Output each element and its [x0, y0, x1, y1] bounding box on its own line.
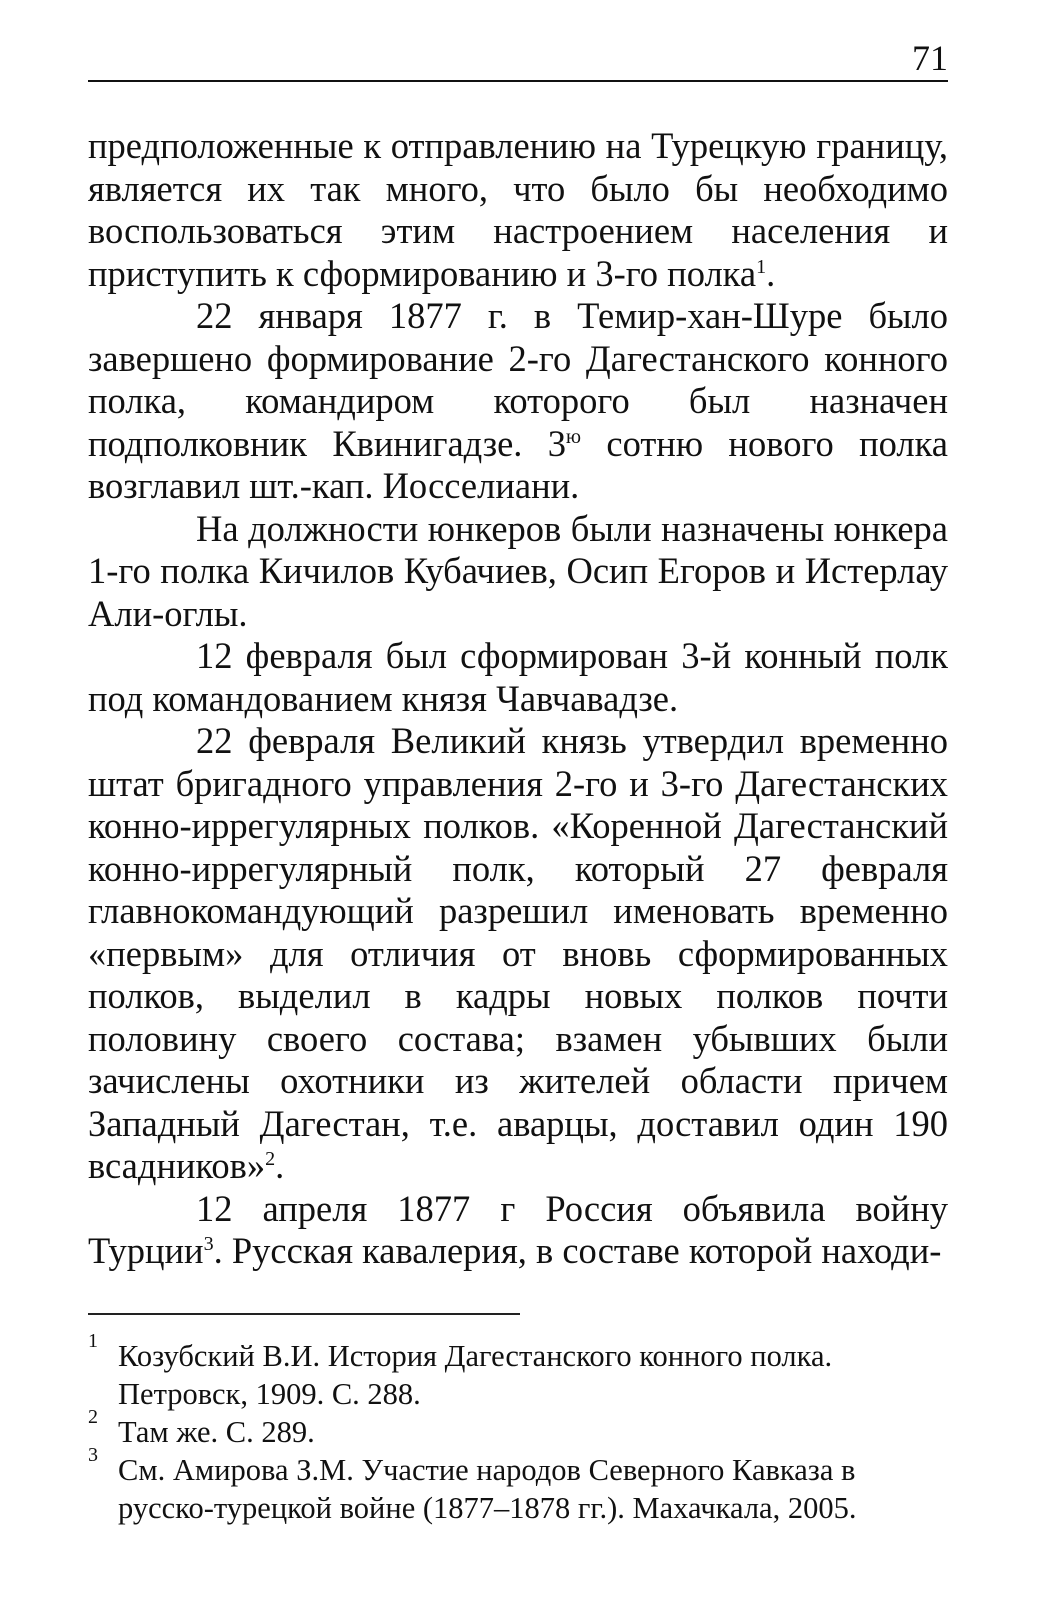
- footnote-text: Там же. С. 289.: [118, 1415, 315, 1449]
- paragraph-text: На должности юнкеров были назначены юнкера 1-го полка Кичилов Кубачиев, Осип Егоров и Истерлау Али-оглы.: [88, 507, 948, 634]
- footnote-mark: 3: [88, 1444, 98, 1466]
- paragraph: [88, 720, 948, 1188]
- paragraph-text: 12 апреля 1877 г Россия объявила войну Турции: [88, 1187, 948, 1271]
- footnote-mark: 2: [88, 1406, 98, 1428]
- footnote: [88, 1406, 948, 1451]
- paragraph-text: предположенные к отправлению на Турецкую границу, является их так много, что было бы необходимо воспользоваться этим настроением населения и приступить к сформированию и 3-го полка: [88, 125, 948, 294]
- paragraph-text: .: [766, 252, 776, 294]
- paragraph-text: .: [275, 1145, 285, 1186]
- footnote: [88, 1444, 948, 1527]
- page-number: 71: [912, 38, 948, 78]
- paragraph-text: 22 января 1877 г. в Темир-хан-Шуре было завершено формирование 2-го Дагестанского конного полка, командиром которого был назначен подполковник Квинигадзе. 3: [88, 295, 948, 464]
- footnote-mark: 1: [88, 1330, 98, 1352]
- paragraph: [88, 635, 948, 720]
- paragraph-text: сотню нового полка возглавил шт.-кап. Иосселиани.: [88, 422, 949, 506]
- paragraph-text: 22 февраля Великий князь утвердил временно штат бригадного управления 2-го и 3-го Дагестанских конно-иррегулярных полков. «Коренной Дагестанский конно-иррегулярный полк, который 27 февраля главнокомандующий разрешил именовать временно «первым» для отличия от вновь сформированных полков, выделил в кадры новых полков почти половину своего состава; взамен убывших были зачислены охотники из жителей области причем Западный Дагестан, т.е. аварцы, доставил один 190 всадников»: [88, 720, 948, 1186]
- paragraph: [88, 125, 948, 295]
- footnotes: [88, 1330, 948, 1527]
- paragraph: [88, 508, 948, 636]
- footnote-text: См. Амирова З.М. Участие народов Северного Кавказа в русско-турецкой войне (1877–1878 гг.). Махачкала, 2005.: [118, 1453, 857, 1525]
- paragraph-text: . Русская кавалерия, в составе которой находи-: [213, 1230, 942, 1271]
- paragraph-text: 12 февраля был сформирован 3-й конный полк под командованием князя Чавчавадзе.: [88, 635, 948, 719]
- footnote-reference: 3: [203, 1232, 214, 1255]
- book-page: [88, 0, 948, 1600]
- footnote-reference: 1: [756, 255, 767, 278]
- body-text: [88, 125, 948, 1273]
- header-rule: [88, 80, 948, 82]
- footnote-text: Козубский В.И. История Дагестанского конного полка. Петровск, 1909. С. 288.: [118, 1339, 833, 1411]
- footnote-separator: [88, 1313, 520, 1315]
- footnote-reference: 2: [265, 1147, 276, 1170]
- footnote: [88, 1330, 948, 1413]
- footnote-reference: ю: [566, 425, 582, 448]
- paragraph: [88, 1188, 948, 1273]
- paragraph: [88, 295, 948, 508]
